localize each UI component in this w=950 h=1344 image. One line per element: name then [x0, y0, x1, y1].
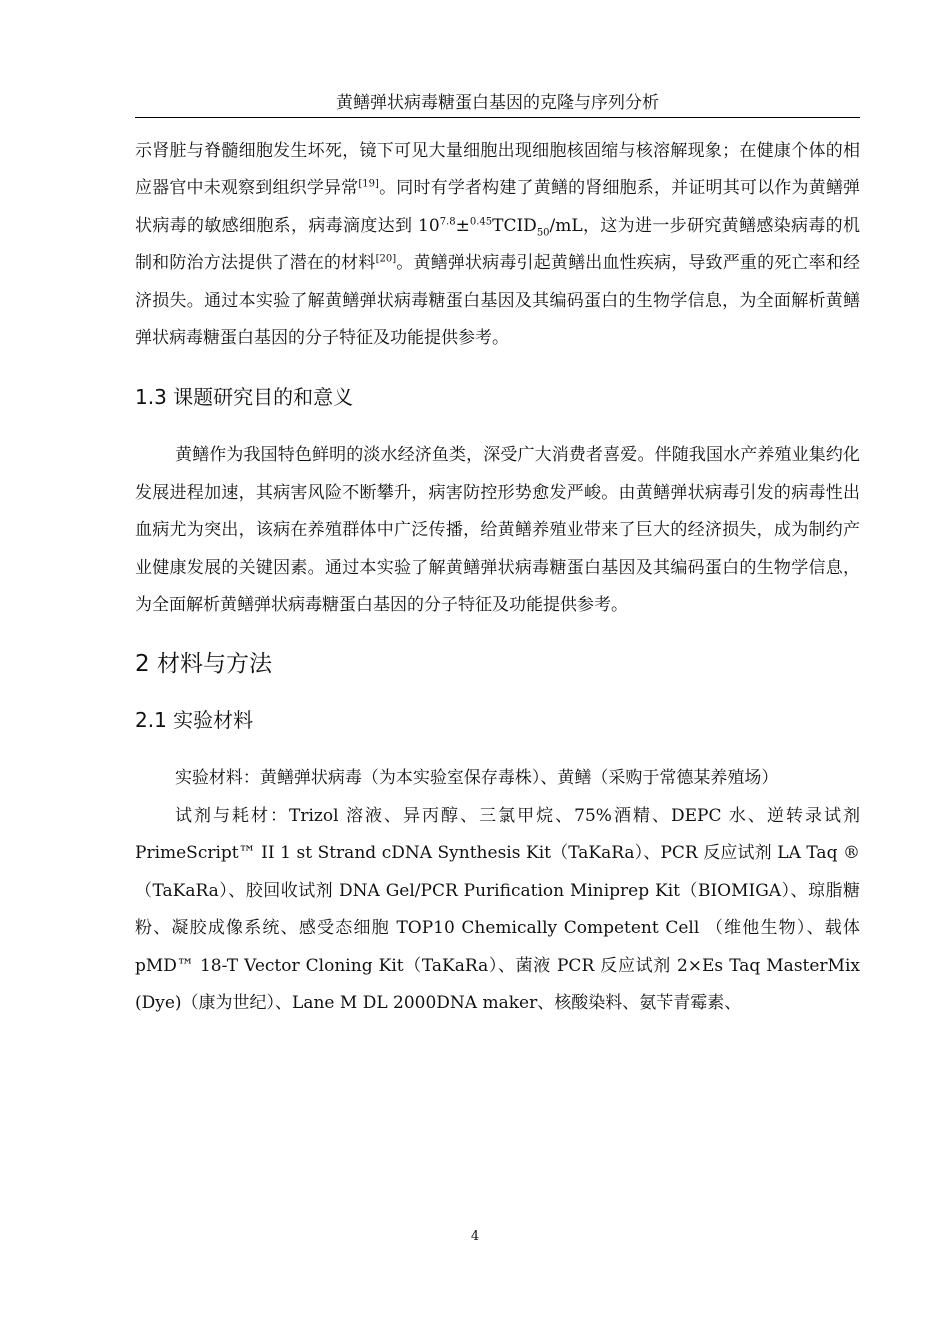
running-header: 黄鳝弹状病毒糖蛋白基因的克隆与序列分析: [135, 92, 860, 118]
plus-minus: ±: [455, 215, 470, 236]
citation: [20]: [375, 253, 397, 265]
section-1-3-paragraph: 黄鳝作为我国特色鲜明的淡水经济鱼类，深受广大消费者喜爱。伴随我国水产养殖业集约化发展进程加速，其病害风险不断攀升，病害防控形势愈发严峻。由黄鳝弹状病毒引发的病毒性出血病尤为突出，该病在养殖群体中广泛传播，给黄鳝养殖业带来了巨大的经济损失，成为制约产业健康发展的关键因素。通过本实验了解黄鳝弹状病毒糖蛋白基因及其编码蛋白的生物学信息，为全面解析黄鳝弹状病毒糖蛋白基因的分子特征及功能提供参考。: [135, 445, 860, 616]
reagents-paragraph: 试剂与耗材：Trizol 溶液、异丙醇、三氯甲烷、75%酒精、DEPC 水、逆转录试剂 PrimeScript™ II 1 st Strand cDNA Synthesis Kit（TaKaRa）、PCR 反应试剂 LA Taq ®（TaKaRa）、胶回收试剂 DNA Gel/PCR Purification Miniprep Kit（BIOMIGA）、琼脂糖粉、凝胶成像系统、感受态细胞 TOP10 Chemically Competent Cell （维他生物）、载体 pMD™ 18-T Vector Cloning Kit（TaKaRa）、菌液 PCR 反应试剂 2×Es Taq MasterMix (Dye)（康为世纪）、Lane M DL 2000DNA maker、核酸染料、氨苄青霉素、: [135, 805, 860, 1013]
section-heading-1-3: 1.3 课题研究目的和意义: [135, 385, 354, 410]
paragraph-text: 。黄鳝弹状病毒引起黄鳝出血性疾病，导致严重的死亡率和经济损失。通过本实验了解黄鳝弹状病毒糖蛋白基因及其编码蛋白的生物学信息，为全面解析黄鳝弹状病毒糖蛋白基因的分子特征及功能提供参考。: [135, 253, 861, 349]
materials-paragraph: 实验材料：黄鳝弹状病毒（为本实验室保存毒株）、黄鳝（采购于常德某养殖场）: [174, 768, 779, 789]
paragraph-text: 示肾脏与脊髓细胞发生坏死，镜下可见大量细胞出现细胞核固缩与核溶解现象；在健康个体的相应器官中未观察到组织学异常: [135, 141, 860, 199]
titer-subscript: 50: [536, 227, 550, 239]
paragraph-text: /mL，这为进一步研究黄鳝感染病毒的机制和防治方法提供了潜在的材料: [135, 215, 860, 274]
intro-paragraph: [135, 133, 860, 357]
paragraph-text: 。同时有学者构建了黄鳝的肾细胞系，并证明其可以作为黄鳝弹状病毒的敏感细胞系，病毒滴度达到 10: [135, 178, 861, 236]
body-text: [135, 133, 860, 1022]
page-number: 4: [470, 1229, 480, 1244]
citation: [19]: [358, 178, 379, 190]
titer-error: 0.45: [469, 216, 493, 228]
titer-unit: TCID: [492, 215, 537, 236]
section-heading-2: 2 材料与方法: [135, 651, 272, 678]
section-heading-2-1: 2.1 实验材料: [135, 708, 254, 733]
titer-exponent: 7.8: [439, 216, 456, 228]
